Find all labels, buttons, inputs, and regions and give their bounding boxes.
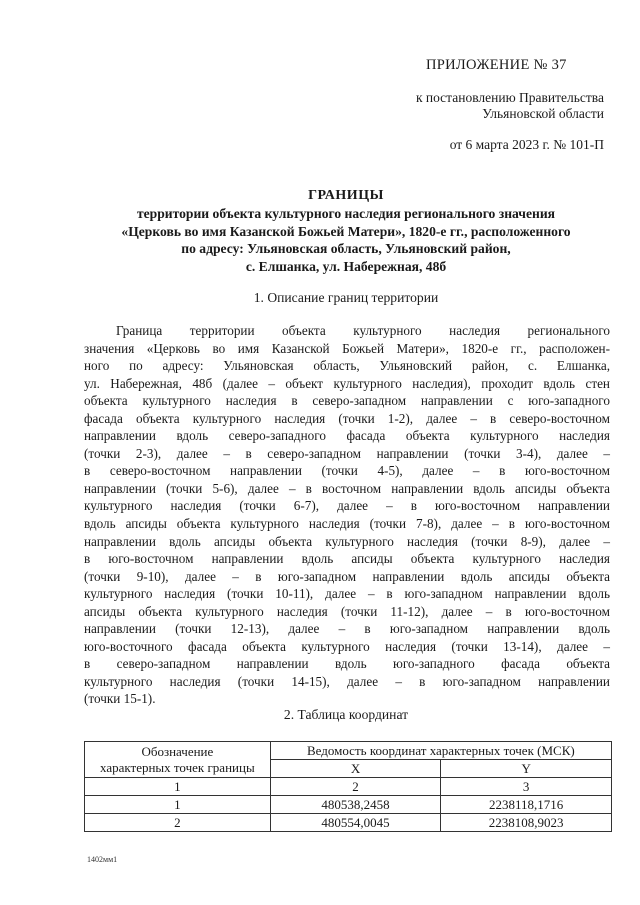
decree-reference	[300, 90, 604, 122]
footer-code: 1402мм1	[87, 855, 118, 864]
header-line: Обозначение	[141, 743, 214, 759]
document-subtitle	[60, 205, 632, 275]
header-line: характерных точек границы	[100, 759, 255, 775]
document-title: ГРАНИЦЫ	[308, 188, 384, 203]
table-header-row	[85, 742, 612, 760]
paragraph-line: объекта культурного наследия в северо-западном направлении с юго-западного	[84, 393, 610, 409]
paragraph-line: культурного наследия (точки 14-15), далее – в юго-западном направлении	[84, 673, 610, 689]
table-cell: 1	[85, 778, 271, 796]
coordinates-header: Ведомость координат характерных точек (МСК)	[270, 742, 611, 760]
paragraph-line: направлении вдоль апсиды объекта культурного наследия (точки 8-9), далее –	[84, 533, 610, 549]
table-cell: 2238118,1716	[441, 796, 612, 814]
paragraph-line: культурного наследия (точки 6-7), далее – в юго-восточном направлении	[84, 498, 610, 514]
paragraph-line: апсиды объекта культурного наследия (точки 11-12), далее – в юго-восточном	[84, 603, 610, 619]
x-header: X	[270, 760, 441, 778]
point-designation-header	[85, 742, 271, 778]
paragraph-line: ного по адресу: Ульяновская область, Ульяновский район, с. Елшанка,	[84, 358, 610, 374]
paragraph-line: (точки 15-1).	[84, 691, 156, 707]
appendix-number: ПРИЛОЖЕНИЕ № 37	[426, 57, 567, 73]
decree-date: от 6 марта 2023 г. № 101-П	[449, 137, 604, 152]
subtitle-line: «Церковь во имя Казанской Божьей Матери», 1820-е гг., расположенного	[121, 223, 571, 239]
paragraph-line: (точки 9-10), далее – в юго-западном направлении вдоль апсиды объекта	[84, 568, 610, 584]
table-cell: 2238108,9023	[441, 814, 612, 832]
paragraph-line: ул. Набережная, 48б (далее – объект культурного наследия), проходит вдоль стен	[84, 375, 610, 391]
table-cell: 2	[270, 778, 441, 796]
paragraph-line: в северо-западном направлении вдоль юго-западного фасада объекта	[84, 656, 610, 672]
decree-line: к постановлению Правительства	[415, 90, 604, 105]
table-index-row	[85, 778, 612, 796]
boundary-description	[84, 322, 610, 708]
section-2-heading: 2. Таблица координат	[283, 707, 409, 722]
table-cell: 480538,2458	[270, 796, 441, 814]
subtitle-line: по адресу: Ульяновская область, Ульяновский район,	[181, 241, 511, 257]
paragraph-line: направлении (точки 12-13), далее – в юго-западном направлении вдоль	[84, 621, 610, 637]
paragraph-line: Граница территории объекта культурного наследия регионального	[116, 323, 610, 338]
decree-line: Ульяновской области	[482, 106, 604, 121]
table-row	[85, 796, 612, 814]
coordinates-table	[84, 741, 612, 832]
paragraph-line: направлении вдоль северо-западного фасада объекта культурного наследия	[84, 428, 610, 444]
paragraph-line: культурного наследия (точки 10-11), далее – в юго-западном направлении вдоль	[84, 586, 610, 602]
table-row	[85, 814, 612, 832]
paragraph-line: направлении (точки 5-6), далее – в восточном направлении вдоль апсиды объекта	[84, 480, 610, 496]
table-cell: 2	[85, 814, 271, 832]
paragraph-line: вдоль апсиды объекта культурного наследия (точки 7-8), далее – в юго-восточном	[84, 516, 610, 532]
y-header: Y	[441, 760, 612, 778]
subtitle-line: территории объекта культурного наследия регионального значения	[136, 206, 556, 221]
paragraph-line: в юго-восточном направлении вдоль апсиды объекта культурного наследия	[84, 551, 610, 567]
table-cell: 1	[85, 796, 271, 814]
table-cell: 3	[441, 778, 612, 796]
paragraph-line: значения «Церковь во имя Казанской Божьей Матери», 1820-е гг., расположен-	[84, 340, 610, 356]
paragraph-line: фасада объекта культурного наследия (точки 1-2), далее – в северо-восточном	[84, 410, 610, 426]
paragraph-line: юго-восточного фасада объекта культурного наследия (точки 13-14), далее –	[84, 638, 610, 654]
section-1-heading: 1. Описание границ территории	[253, 290, 439, 305]
table-cell: 480554,0045	[270, 814, 441, 832]
paragraph-line: (точки 2-3), далее – в северо-западном направлении (точки 3-4), далее –	[84, 445, 610, 461]
subtitle-line: с. Елшанка, ул. Набережная, 48б	[245, 258, 447, 274]
paragraph-line: в северо-восточном направлении (точки 4-5), далее – в юго-восточном	[84, 463, 610, 479]
